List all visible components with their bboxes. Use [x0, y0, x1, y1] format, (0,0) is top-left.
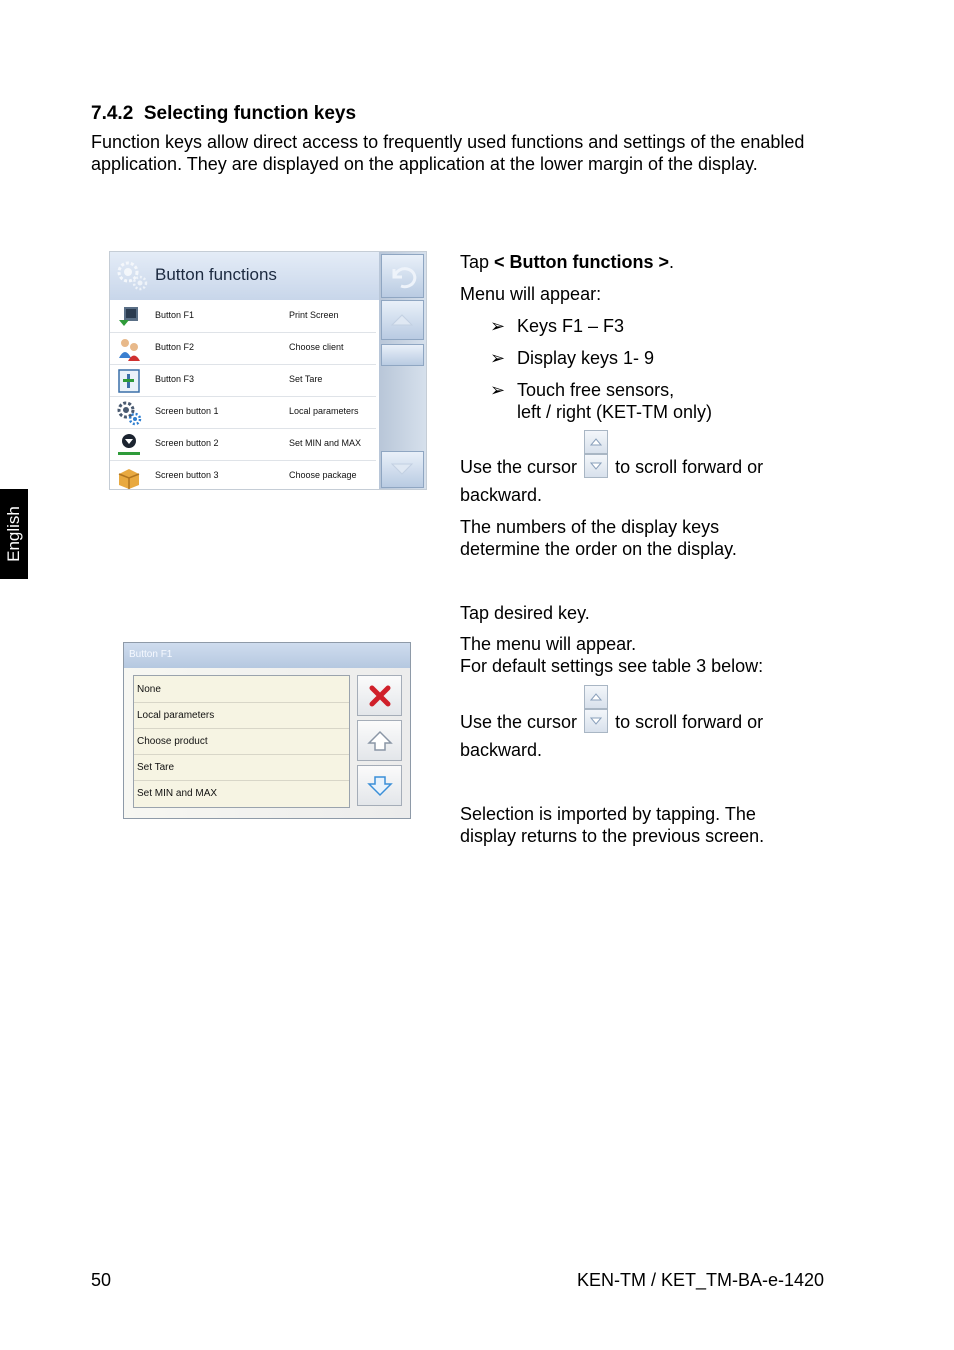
row-value: Set MIN and MAX	[289, 438, 362, 448]
button-functions-screen	[109, 251, 427, 490]
list-item[interactable]	[134, 676, 349, 703]
list-item[interactable]	[134, 754, 349, 781]
list-item[interactable]	[134, 728, 349, 755]
cursor-instruction-2	[460, 685, 763, 733]
row-label: Screen button 1	[155, 406, 219, 416]
menu-appear-text-2: The menu will appear.	[460, 634, 637, 654]
back-button[interactable]	[381, 254, 424, 298]
row-value: Set Tare	[289, 374, 323, 384]
list-item[interactable]	[110, 365, 376, 397]
settings-gear-icon	[114, 258, 150, 294]
close-icon	[368, 684, 392, 708]
language-tab-label: English	[4, 506, 24, 562]
selection-text-line2: display returns to the previous screen.	[460, 826, 765, 846]
cancel-button[interactable]	[357, 675, 402, 716]
row-value: Print Screen	[289, 310, 339, 320]
printer-icon	[116, 304, 142, 330]
tap-instruction	[460, 251, 674, 273]
numbers-text-line2: determine the order on the display.	[460, 539, 737, 559]
scrollbar-handle[interactable]	[381, 344, 424, 366]
client-icon	[116, 336, 142, 362]
screen-header	[110, 252, 379, 300]
button-f1-screen	[123, 642, 411, 819]
option-label: None	[137, 684, 161, 695]
option-label: Local parameters	[137, 710, 215, 721]
bullet-text: Display keys 1- 9	[517, 348, 655, 368]
intro-paragraph: Function keys allow direct access to frequently used functions and settings of the enabled application. They are displayed on the application at the lower margin of the display.	[91, 132, 805, 174]
package-icon	[116, 464, 142, 490]
down-arrow-icon	[584, 709, 608, 733]
option-label: Set MIN and MAX	[137, 788, 218, 799]
up-arrow-icon	[366, 729, 394, 753]
page-number: 50	[91, 1270, 112, 1290]
scroll-up-button[interactable]	[357, 720, 402, 761]
gears-icon	[116, 400, 142, 426]
tap-key-text: Tap desired key.	[460, 603, 590, 623]
up-arrow-icon	[584, 430, 608, 454]
bullet-item	[460, 315, 820, 337]
menu-bullet-list	[460, 315, 820, 433]
row-label: Screen button 3	[155, 470, 219, 480]
row-label: Screen button 2	[155, 438, 219, 448]
screen-side-panel	[379, 252, 426, 489]
arrow-bullet-icon: ➢	[490, 316, 506, 336]
cursor-text-line2: backward.	[460, 485, 543, 505]
down-arrow-icon	[382, 452, 423, 487]
down-arrow-icon	[584, 454, 608, 478]
section-title: Selecting function keys	[143, 103, 357, 124]
row-value: Choose package	[289, 470, 357, 480]
option-label: Choose product	[137, 736, 208, 747]
bullet-text: Keys F1 – F3	[517, 316, 625, 336]
tap-button-name: < Button functions >	[494, 252, 670, 272]
list-item[interactable]	[134, 702, 349, 729]
tap-suffix: .	[669, 252, 675, 272]
screen-title: Button functions	[155, 265, 277, 284]
arrow-bullet-icon: ➢	[490, 380, 506, 400]
undo-icon	[382, 255, 423, 297]
menu-appear-text: Menu will appear:	[460, 284, 602, 304]
list-item[interactable]	[110, 461, 376, 492]
row-label: Button F1	[155, 310, 195, 320]
bullet-text: Touch free sensors,	[517, 380, 675, 400]
up-arrow-icon	[584, 685, 608, 709]
up-arrow-icon	[382, 301, 423, 339]
document-id: KEN-TM / KET_TM-BA-e-1420	[577, 1270, 825, 1290]
selection-text-line1: Selection is imported by tapping. The	[460, 804, 756, 824]
cursor-text-after: to scroll forward or	[615, 457, 764, 477]
row-value: Local parameters	[289, 406, 359, 416]
screen-title: Button F1	[129, 649, 173, 660]
language-tab	[0, 489, 28, 579]
section-heading	[91, 103, 356, 125]
bullet-item	[460, 347, 820, 369]
screen-header	[124, 643, 410, 668]
tap-prefix: Tap	[460, 252, 495, 272]
list-item[interactable]	[110, 333, 376, 365]
arrow-bullet-icon: ➢	[490, 348, 506, 368]
scroll-up-button[interactable]	[381, 300, 424, 340]
option-list	[133, 675, 350, 808]
bullet-item	[460, 379, 820, 423]
bullet-text: left / right (KET-TM only)	[517, 402, 713, 422]
cursor-text-after: to scroll forward or	[615, 712, 764, 732]
cursor-text-line2: backward.	[460, 740, 543, 760]
row-label: Button F3	[155, 374, 195, 384]
cursor-text-before: Use the cursor	[460, 457, 578, 477]
tare-icon	[116, 368, 142, 394]
row-value: Choose client	[289, 342, 344, 352]
numbers-text-line1: The numbers of the display keys	[460, 517, 720, 537]
list-item[interactable]	[110, 429, 376, 461]
cursor-keys-icon	[584, 430, 608, 478]
cursor-text-before: Use the cursor	[460, 712, 578, 732]
cursor-keys-icon	[584, 685, 608, 733]
down-arrow-icon	[366, 774, 394, 798]
default-settings-text: For default settings see table 3 below:	[460, 656, 764, 676]
min-max-icon	[116, 432, 142, 458]
option-label: Set Tare	[137, 762, 175, 773]
list-item[interactable]	[110, 301, 376, 333]
scroll-down-button[interactable]	[381, 451, 424, 488]
list-item[interactable]	[134, 780, 349, 806]
section-number: 7.4.2	[91, 103, 134, 124]
cursor-instruction-1	[460, 430, 763, 478]
scroll-down-button[interactable]	[357, 765, 402, 806]
row-label: Button F2	[155, 342, 195, 352]
list-item[interactable]	[110, 397, 376, 429]
